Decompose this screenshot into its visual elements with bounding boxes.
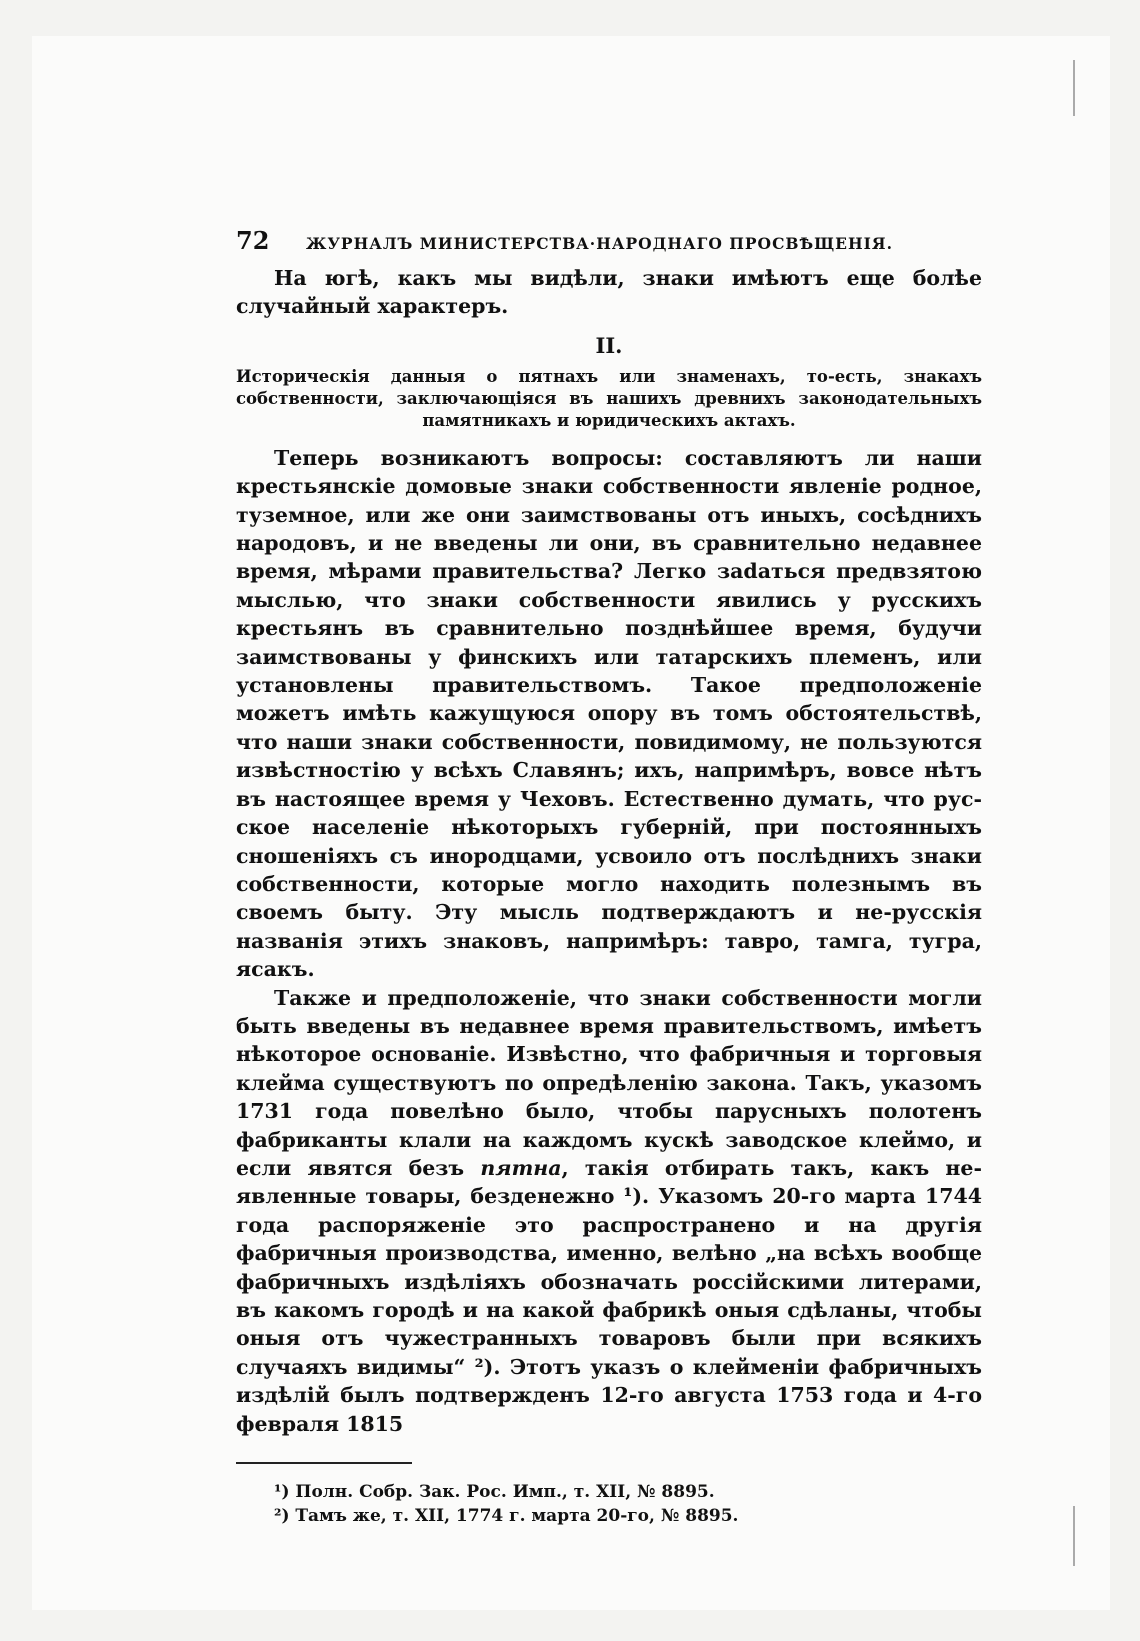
paragraph-text: , такія отбирать такъ, какъ неявленные товары, безденежно ¹). Указомъ 20-го марта 1744 года распоряженіе это распространено и на другія фабричныя производства, именно, велѣно „на всѣхъ вообще фабричныхъ издѣліяхъ обозначать россійскими литерами, въ какомъ городѣ и на какой фабрикѣ оныя сдѣланы, чтобы оныя отъ чужестранныхъ товаровъ были при всякихъ случаяхъ видимы“ ²). Этотъ указъ о клейменіи фабричныхъ издѣлій былъ подтвержденъ 12-го августа 1753 года и 4-го февраля 1815 <box>236 1155 982 1436</box>
page-number: 72 <box>236 226 270 255</box>
running-header <box>236 226 982 256</box>
journal-title: ЖУРНАЛЪ МИНИСТЕРСТВА·НАРОДНАГО ПРОСВѢЩЕНІЯ. <box>306 234 893 253</box>
body-paragraph <box>236 984 982 1439</box>
section-heading: Историческія данныя о пятнахъ или знаменахъ, то-есть, знакахъ собственности, заключающіяся въ нашихъ древнихъ законодательныхъ памятникахъ и юридическихъ актахъ. <box>236 366 982 430</box>
italic-word: пятна <box>480 1155 562 1180</box>
footnote: ²) Тамъ же, т. XII, 1774 г. марта 20-го, № 8895. <box>274 1506 739 1527</box>
body-paragraph: Теперь возникаютъ вопросы: составляютъ ли наши крестьянскіе домовые знаки собственности явленіе родное, туземное, или же они заимствованы отъ иныхъ, сосѣднихъ народовъ, и не введены ли они, въ сравнительно недавнее время, мѣрами правительства? Легко заdаться предвзятою мыслью, что знаки собственности явились у русскихъ крестьянъ въ сравнительно позднѣйшее время, будучи заимствованы у финскихъ или татарскихъ племенъ, или установлены правительствомъ. Такое предположеніе можетъ имѣть кажущуюся опору въ томъ обстоятельствѣ, что наши знаки собственности, повидимому, не пользуются извѣстностію у всѣхъ Славянъ; ихъ, напримѣръ, вовсе нѣтъ въ настоящее время у Чеховъ. Естественно думать, что русское населеніе нѣкоторыхъ губерній, при постоянныхъ сношеніяхъ съ инородцами, усвоило отъ послѣднихъ знаки собственности, которые могло находить полезнымъ въ своемъ быту. Эту мысль подтверждаютъ и не-русскія названія этихъ знаковъ, напримѣръ: тавро, тамга, тугра, ясакъ. <box>236 445 982 982</box>
page-edge-line <box>1073 1506 1075 1566</box>
page-content <box>236 226 982 1528</box>
footnote: ¹) Полн. Собр. Зак. Рос. Имп., т. XII, № 8895. <box>274 1482 715 1503</box>
page-edge-line <box>1073 60 1075 116</box>
intro-paragraph: На югѣ, какъ мы видѣли, знаки имѣютъ еще болѣе случайный характеръ. <box>236 266 982 319</box>
section-number: II. <box>595 332 623 358</box>
paragraph-text: Также и предположеніе, что знаки собственности могли быть введены въ недавнее время правительствомъ, имѣетъ нѣкоторое основаніе. Извѣстно, что фабричныя и торговыя клейма существуютъ по опредѣленію закона. Такъ, указомъ 1731 года повелѣно было, чтобы парусныхъ полотенъ фабриканты клали на каждомъ кускѣ заводское клеймо, и если явятся безъ <box>236 985 982 1180</box>
footnote-divider <box>236 1462 412 1464</box>
